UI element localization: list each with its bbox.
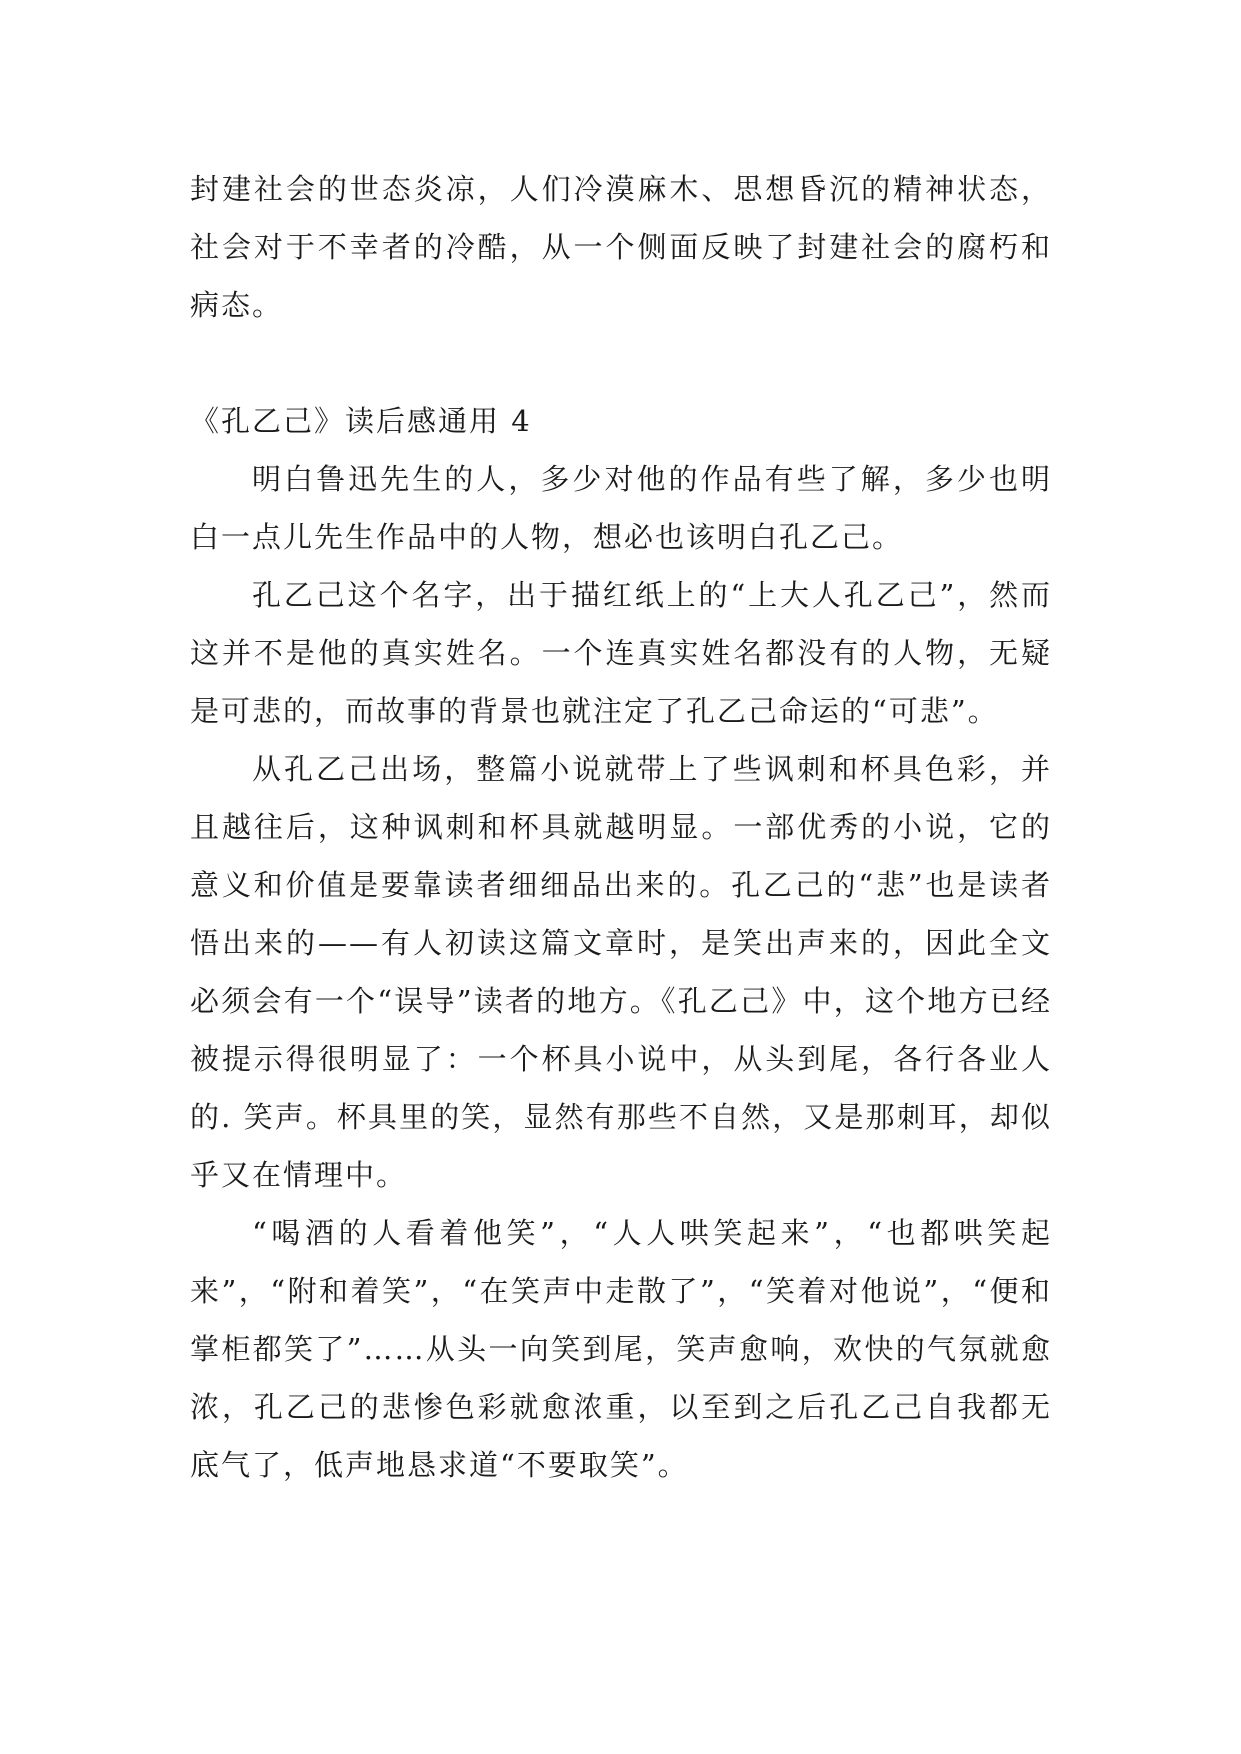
intro-paragraph: 封建社会的世态炎凉，人们冷漠麻木、思想昏沉的精神状态，社会对于不幸者的冷酷，从一个侧面反映了封建社会的腐朽和病态。 <box>190 172 1052 322</box>
paragraph-1: 明白鲁迅先生的人，多少对他的作品有些了解，多少也明白一点儿先生作品中的人物，想必也该明白孔乙己。 <box>190 462 1052 554</box>
document-body <box>190 160 1052 1494</box>
paragraph-2: 孔乙己这个名字，出于描红纸上的“上大人孔乙己”，然而这并不是他的真实姓名。一个连真实姓名都没有的人物，无疑是可悲的，而故事的背景也就注定了孔乙己命运的“可悲”。 <box>190 578 1052 728</box>
section-title: 《孔乙己》读后感通用 4 <box>190 404 532 438</box>
paragraph-3: 从孔乙己出场，整篇小说就带上了些讽刺和杯具色彩，并且越往后，这种讽刺和杯具就越明显。一部优秀的小说，它的意义和价值是要靠读者细细品出来的。孔乙己的“悲”也是读者悟出来的——有人初读这篇文章时，是笑出声来的，因此全文必须会有一个“误导”读者的地方。《孔乙己》中，这个地方已经被提示得很明显了：一个杯具小说中，从头到尾，各行各业人的. 笑声。杯具里的笑，显然有那些不自然，又是那刺耳，却似乎又在情理中。 <box>190 752 1052 1192</box>
paragraph-4: “喝酒的人看着他笑”，“人人哄笑起来”，“也都哄笑起来”，“附和着笑”，“在笑声中走散了”，“笑着对他说”，“便和掌柜都笑了”……从头一向笑到尾，笑声愈响，欢快的气氛就愈浓，孔乙己的悲惨色彩就愈浓重，以至到之后孔乙己自我都无底气了，低声地恳求道“不要取笑”。 <box>190 1216 1052 1482</box>
